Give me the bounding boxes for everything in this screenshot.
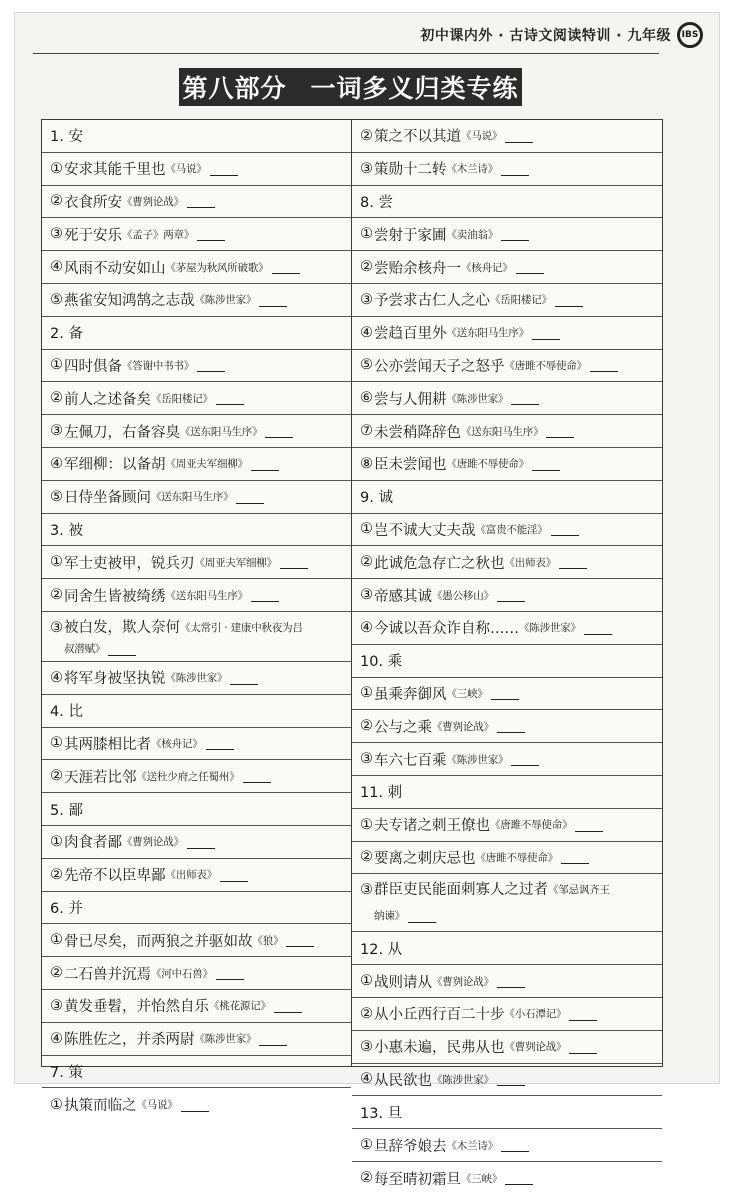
answer-blank[interactable] (216, 391, 244, 405)
exercise-item (42, 153, 351, 186)
item-sentence: 公亦尝闻天子之怒乎 (374, 358, 505, 375)
item-source: 《送杜少府之任蜀州》 (136, 770, 240, 783)
word-heading (352, 776, 662, 809)
item-source: 《狼》 (252, 934, 284, 947)
item-source: 《三峡》 (461, 1172, 503, 1185)
item-sentence: 死于安乐 (64, 227, 122, 244)
item-sentence: 安求其能千里也 (64, 162, 166, 179)
exercise-item (42, 415, 351, 448)
item-sentence: 虽乘奔御风 (374, 686, 447, 703)
exercise-item (352, 874, 662, 932)
item-number: ① (50, 160, 63, 177)
word-heading (352, 186, 662, 219)
item-number: ① (360, 1137, 373, 1153)
answer-blank[interactable] (497, 974, 525, 988)
answer-blank[interactable] (197, 227, 225, 241)
item-source: 《木兰诗》 (446, 163, 498, 176)
exercise-item (352, 1129, 662, 1162)
item-number: ① (360, 816, 373, 833)
answer-blank[interactable] (501, 227, 529, 241)
item-source: 《送东阳马生序》 (461, 425, 544, 438)
item-sentence: 尝射于家圃 (374, 227, 447, 244)
item-number: ④ (360, 619, 373, 636)
item-source: 《马说》 (461, 130, 503, 143)
item-source: 《陈涉世家》 (446, 392, 509, 405)
item-source: 《小石潭记》 (504, 1008, 567, 1021)
item-source: 《陈涉世家》 (194, 294, 257, 307)
exercise-item (352, 153, 662, 186)
exercise-item (352, 1031, 662, 1064)
item-sentence: 策勋十二转 (374, 162, 447, 179)
word-heading-text: 10. 乘 (360, 654, 403, 671)
item-source: 《木兰诗》 (446, 1139, 498, 1152)
answer-blank[interactable] (516, 260, 544, 274)
item-source: 《核舟记》 (151, 737, 203, 750)
item-sentence: 黄发垂髫，并怡然自乐 (64, 999, 209, 1016)
answer-blank[interactable] (280, 555, 308, 569)
item-number: ⑥ (360, 390, 373, 407)
item-source: 《曹刿论战》 (122, 836, 184, 849)
item-sentence: 旦辞爷娘去 (374, 1138, 447, 1155)
item-number: ⑤ (50, 291, 63, 308)
item-sentence: 先帝不以臣卑鄙 (64, 868, 166, 885)
item-source: 《富贵不能淫》 (475, 523, 548, 536)
item-source: 《陈涉世家》 (432, 1073, 494, 1086)
item-number: ② (50, 965, 63, 982)
section-topic: 一词多义归类专练 (310, 74, 519, 103)
answer-blank[interactable] (569, 1007, 597, 1021)
exercise-item (42, 546, 351, 579)
answer-blank[interactable] (584, 621, 612, 635)
answer-blank[interactable] (259, 293, 287, 307)
exercise-item (42, 251, 351, 284)
item-sentence: 其两膝相比者 (64, 736, 151, 753)
item-number: ② (360, 127, 373, 144)
item-sentence: 将军身被坚执锐 (64, 671, 166, 688)
exercise-item (352, 514, 662, 547)
header-rule (33, 53, 659, 54)
word-heading (42, 695, 351, 728)
item-number: ④ (50, 1030, 63, 1047)
word-heading (352, 645, 662, 678)
exercise-item (42, 1023, 351, 1056)
item-sentence: 群臣吏民能面刺寡人之过者 (374, 882, 548, 899)
item-source: 《送东阳马生序》 (180, 425, 263, 438)
item-number: ② (360, 259, 373, 276)
answer-blank[interactable] (108, 642, 136, 656)
word-heading-text: 9. 诚 (360, 490, 393, 507)
answer-blank[interactable] (551, 522, 579, 536)
item-sentence: 天涯若比邻 (64, 769, 137, 786)
item-number: ⑤ (50, 488, 63, 505)
answer-blank[interactable] (491, 686, 519, 700)
item-number: ① (50, 833, 63, 850)
exercise-item (352, 1064, 662, 1097)
exercise-item (42, 924, 351, 957)
worksheet-page (14, 12, 720, 1188)
item-number: ② (50, 193, 63, 210)
answer-blank[interactable] (559, 555, 587, 569)
item-number: ② (50, 866, 63, 883)
publisher-logo-icon (677, 22, 703, 48)
exercise-item (42, 1088, 351, 1121)
item-number: ① (360, 685, 373, 702)
item-source: 《核舟记》 (461, 261, 513, 274)
word-heading (42, 317, 351, 350)
item-number: ② (50, 768, 63, 785)
word-heading-text: 13. 旦 (360, 1105, 403, 1122)
right-column (352, 120, 662, 1188)
answer-blank[interactable] (210, 162, 238, 176)
item-source: 《卖油翁》 (446, 228, 498, 241)
word-heading-text: 11. 刺 (360, 785, 403, 802)
item-source: 《岳阳楼记》 (151, 392, 213, 405)
item-number: ③ (360, 160, 373, 177)
item-sentence: 夫专诸之刺王僚也 (374, 818, 490, 835)
exercise-item (42, 284, 351, 317)
item-number: ② (50, 390, 63, 407)
exercise-item (352, 218, 662, 251)
item-source: 《岳阳楼记》 (490, 294, 552, 307)
word-heading-text: 4. 比 (50, 704, 83, 721)
exercise-item (42, 957, 351, 990)
item-source: 《曹刿论战》 (432, 720, 494, 733)
answer-blank[interactable] (259, 1032, 287, 1046)
item-continuation-line (50, 639, 351, 659)
exercise-item (42, 662, 351, 695)
item-number: ① (360, 226, 373, 243)
section-title-bar (179, 68, 522, 106)
header-text: 初中课内外 · 古诗文阅读特训 · 九年级 (420, 28, 671, 44)
item-source-continued: 叔潜赋》 (64, 643, 106, 656)
item-number: ① (50, 357, 63, 374)
item-number: ② (50, 587, 63, 604)
item-number: ③ (50, 997, 63, 1014)
exercise-item (352, 382, 662, 415)
item-source: 《出师表》 (165, 869, 217, 882)
item-source: 《邹忌讽齐王 (548, 884, 610, 897)
item-sentence: 战则请从 (374, 974, 432, 991)
word-heading (42, 892, 351, 925)
exercise-item (352, 350, 662, 383)
exercise-item (352, 284, 662, 317)
exercise-item (352, 965, 662, 998)
answer-blank[interactable] (236, 490, 264, 504)
item-source: 《周亚夫军细柳》 (194, 556, 277, 569)
item-source: 《愚公移山》 (432, 589, 494, 602)
left-column (42, 120, 352, 1115)
item-sentence: 每至晴初霜旦 (374, 1171, 461, 1188)
page-header (420, 21, 703, 49)
item-continuation-line (360, 906, 662, 926)
item-number: ① (50, 735, 63, 752)
item-number: ③ (50, 226, 63, 243)
exercise-item (352, 546, 662, 579)
item-number: ③ (360, 1038, 373, 1055)
item-number: ③ (50, 619, 63, 636)
exercise-item (42, 448, 351, 481)
exercise-item (352, 120, 662, 153)
answer-blank[interactable] (187, 194, 215, 208)
item-source: 《三峡》 (446, 687, 488, 700)
exercise-item (42, 350, 351, 383)
item-number: ② (360, 849, 373, 866)
answer-blank[interactable] (216, 966, 244, 980)
item-number: ① (360, 973, 373, 990)
word-heading (352, 481, 662, 514)
item-number: ⑧ (360, 455, 373, 472)
answer-blank[interactable] (575, 818, 603, 832)
item-source: 《河中石兽》 (151, 967, 213, 980)
answer-blank[interactable] (251, 588, 279, 602)
answer-blank[interactable] (511, 391, 539, 405)
item-number: ① (50, 554, 63, 571)
item-number: ④ (360, 324, 373, 341)
item-source: 《唐雎不辱使命》 (490, 819, 573, 832)
answer-blank[interactable] (274, 999, 302, 1013)
item-sentence: 予尝求古仁人之心 (374, 293, 490, 310)
item-source: 《答谢中书书》 (122, 359, 195, 372)
item-sentence: 被白发，欺人奈何 (64, 619, 180, 636)
item-sentence: 车六七百乘 (374, 752, 447, 769)
item-source: 《曹刿论战》 (432, 975, 494, 988)
item-sentence: 公与之乘 (374, 719, 432, 736)
item-number: ② (360, 1005, 373, 1022)
item-sentence: 今诚以吾众诈自称…… (374, 621, 519, 638)
item-source: 《曹刿论战》 (122, 195, 184, 208)
answer-blank[interactable] (230, 671, 258, 685)
item-sentence: 未尝稍降辞色 (374, 424, 461, 441)
exercise-item (42, 218, 351, 251)
word-heading-text: 5. 鄙 (50, 802, 83, 819)
word-heading-text: 12. 从 (360, 941, 403, 958)
word-heading-text: 8. 尝 (360, 194, 393, 211)
word-heading-text: 6. 并 (50, 900, 83, 917)
exercise-item (352, 743, 662, 776)
item-sentence: 从小丘西行百二十步 (374, 1007, 505, 1024)
exercise-item (352, 842, 662, 875)
item-sentence: 骨已尽矣，而两狼之并驱如故 (64, 933, 253, 950)
exercise-item (42, 990, 351, 1023)
exercise-item (352, 317, 662, 350)
exercise-item (352, 998, 662, 1031)
item-number: ② (360, 1170, 373, 1187)
item-sentence: 衣食所安 (64, 194, 122, 211)
item-sentence: 军士吏被甲，锐兵刃 (64, 555, 195, 572)
answer-blank[interactable] (243, 769, 271, 783)
item-sentence: 日侍坐备顾问 (64, 490, 151, 507)
item-sentence: 执策而临之 (64, 1098, 137, 1115)
item-sentence: 帝感其诚 (374, 588, 432, 605)
answer-blank[interactable] (497, 588, 525, 602)
exercise-item (42, 579, 351, 612)
answer-blank[interactable] (206, 736, 234, 750)
answer-blank[interactable] (286, 933, 314, 947)
answer-blank[interactable] (501, 1138, 529, 1152)
word-heading-text: 7. 策 (50, 1064, 83, 1081)
item-sentence: 风雨不动安如山 (64, 260, 166, 277)
item-sentence: 策之不以其道 (374, 129, 461, 146)
exercise-item (352, 678, 662, 711)
item-sentence: 四时俱备 (64, 358, 122, 375)
item-sentence: 臣未尝闻也 (374, 457, 447, 474)
answer-blank[interactable] (497, 719, 525, 733)
item-number: ② (360, 554, 373, 571)
item-sentence: 要离之刺庆忌也 (374, 850, 476, 867)
item-number: ④ (50, 259, 63, 276)
item-source: 《出师表》 (504, 556, 556, 569)
item-number: ① (50, 1096, 63, 1113)
item-sentence: 同舍生皆被绮绣 (64, 588, 166, 605)
item-sentence: 小惠未遍，民弗从也 (374, 1040, 505, 1057)
item-source: 《陈涉世家》 (194, 1033, 257, 1046)
answer-blank[interactable] (561, 850, 589, 864)
answer-blank[interactable] (408, 909, 436, 923)
item-source: 《唐雎不辱使命》 (446, 458, 529, 471)
item-number: ② (360, 718, 373, 735)
word-heading (42, 1056, 351, 1089)
exercise-item (42, 859, 351, 892)
item-source: 《唐雎不辱使命》 (475, 851, 558, 864)
exercise-item (42, 382, 351, 415)
exercise-item (352, 415, 662, 448)
answer-blank[interactable] (505, 129, 533, 143)
item-source: 《马说》 (165, 163, 207, 176)
exercise-item (42, 826, 351, 859)
exercise-item (352, 612, 662, 645)
item-sentence: 肉食者鄙 (64, 835, 122, 852)
publisher-logo-text: IBS (681, 30, 699, 40)
section-part: 第八部分 (182, 74, 287, 103)
exercise-item (352, 579, 662, 612)
word-heading-text: 3. 被 (50, 522, 83, 539)
answer-blank[interactable] (497, 1072, 525, 1086)
item-sentence: 前人之述备矣 (64, 391, 151, 408)
answer-blank[interactable] (555, 293, 583, 307)
exercise-item (352, 448, 662, 481)
exercise-item (42, 612, 351, 662)
answer-blank[interactable] (546, 424, 574, 438)
exercise-item (352, 710, 662, 743)
answer-blank[interactable] (181, 1098, 209, 1112)
exercise-item (42, 728, 351, 761)
answer-blank[interactable] (569, 1040, 597, 1054)
item-source: 《桃花源记》 (209, 1000, 271, 1013)
word-heading-text: 2. 备 (50, 326, 83, 343)
exercise-item (352, 1162, 662, 1195)
item-sentence: 尝贻余核舟一 (374, 260, 461, 277)
word-heading (42, 120, 351, 153)
item-number: ③ (360, 291, 373, 308)
item-sentence: 从民欲也 (374, 1072, 432, 1089)
item-number: ⑤ (360, 357, 373, 374)
answer-blank[interactable] (265, 424, 293, 438)
answer-blank[interactable] (532, 457, 560, 471)
item-number: ③ (50, 423, 63, 440)
item-sentence: 左佩刀，右备容臭 (64, 424, 180, 441)
item-source: 《陈涉世家》 (446, 753, 509, 766)
item-sentence: 陈胜佐之，并杀两尉 (64, 1032, 195, 1049)
item-source: 《马说》 (136, 1099, 178, 1112)
item-source: 《陈涉世家》 (165, 672, 228, 685)
word-heading (352, 1096, 662, 1129)
exercise-item (42, 481, 351, 514)
exercise-item (352, 251, 662, 284)
word-heading (42, 514, 351, 547)
item-number: ③ (360, 751, 373, 768)
item-number: ④ (50, 669, 63, 686)
answer-blank[interactable] (511, 752, 539, 766)
word-heading-text: 1. 安 (50, 129, 83, 146)
word-heading (352, 932, 662, 965)
item-source: 《周亚夫军细柳》 (165, 458, 248, 471)
answer-blank[interactable] (197, 358, 225, 372)
item-number: ⑦ (360, 423, 373, 440)
answer-blank[interactable] (251, 457, 279, 471)
item-source: 《太常引 · 建康中秋夜为吕 (180, 621, 303, 634)
item-sentence: 尝与人佣耕 (374, 391, 447, 408)
item-source: 《唐雎不辱使命》 (504, 359, 587, 372)
item-source: 《陈涉世家》 (519, 622, 581, 635)
word-heading (42, 793, 351, 826)
item-sentence: 岂不诚大丈夫哉 (374, 522, 476, 539)
item-source: 《曹刿论战》 (504, 1041, 567, 1054)
item-sentence: 燕雀安知鸿鹄之志哉 (64, 293, 195, 310)
answer-blank[interactable] (532, 326, 560, 340)
exercise-item (42, 760, 351, 793)
item-source: 《送东阳马生序》 (151, 491, 234, 504)
exercise-grid (41, 119, 663, 1188)
item-source: 《送东阳马生序》 (446, 327, 529, 340)
exercise-item (42, 186, 351, 219)
item-number: ① (50, 932, 63, 949)
answer-blank[interactable] (505, 1171, 533, 1185)
exercise-item (352, 809, 662, 842)
item-number: ① (360, 521, 373, 538)
item-number: ④ (360, 1071, 373, 1088)
item-source: 《送东阳马生序》 (165, 589, 248, 602)
answer-blank[interactable] (187, 835, 215, 849)
answer-blank[interactable] (220, 868, 248, 882)
item-number: ③ (360, 587, 373, 604)
item-number: ③ (360, 882, 373, 899)
item-sentence: 二石兽并沉焉 (64, 966, 151, 983)
item-number: ④ (50, 455, 63, 472)
item-sentence: 此诚危急存亡之秋也 (374, 555, 505, 572)
item-source: 《孟子》两章》 (122, 228, 195, 241)
item-source: 《茅屋为秋风所破歌》 (165, 261, 269, 274)
answer-blank[interactable] (501, 162, 529, 176)
answer-blank[interactable] (272, 260, 300, 274)
item-source-continued: 纳谏》 (374, 909, 405, 922)
item-sentence: 尝趋百里外 (374, 326, 447, 343)
answer-blank[interactable] (590, 358, 618, 372)
item-sentence: 军细柳：以备胡 (64, 457, 166, 474)
